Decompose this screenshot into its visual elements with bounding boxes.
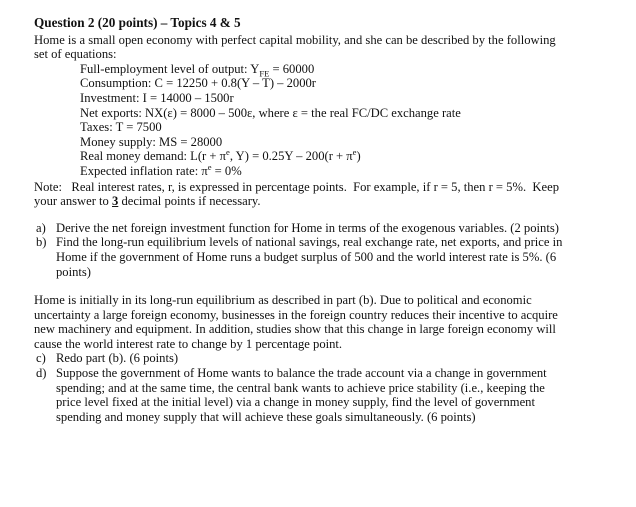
question-item-a bbox=[34, 221, 614, 236]
question-item-b bbox=[34, 235, 614, 279]
equation-consumption: Consumption: C = 12250 + 0.8(Y – T) – 2000r bbox=[80, 76, 316, 91]
equation-output: Full-employment level of output: $Y_{FE} = 60000$ bbox=[80, 61, 315, 79]
equation-money-demand: Real money demand: $L(r + \pi^e$, $Y) = 0.25Y - 200(r + \pi^e)$ bbox=[80, 147, 361, 164]
question-marker: a) bbox=[36, 220, 46, 235]
document bbox=[34, 16, 614, 424]
question-list-2 bbox=[34, 351, 614, 424]
question-item-c bbox=[34, 351, 614, 366]
note-line: your answer to 3 decimal points if necessary. bbox=[34, 194, 261, 209]
question-heading: Question 2 (20 points) – Topics 4 & 5 bbox=[34, 15, 241, 30]
question-marker: d) bbox=[36, 366, 47, 381]
question-text: Find the long-run equilibrium levels of national savings, real exchange rate, net exports, and price in Home if the government of Home runs a budget surplus of 500 and the world interest rate is 5%. (6 points) bbox=[56, 235, 563, 279]
equation-net-exports: Net exports: NX(ε) = 8000 – 500ε, where ε = the real FC/DC exchange rate bbox=[80, 105, 461, 120]
question-text: Derive the net foreign investment function for Home in terms of the exogenous variables. (2 points) bbox=[56, 220, 559, 235]
question-text: Redo part (b). (6 points) bbox=[56, 351, 179, 366]
question-list-1 bbox=[34, 221, 614, 279]
decimal-count: 3 bbox=[112, 194, 119, 209]
question-text: Suppose the government of Home wants to balance the trade account via a change in government spending; and at the same time, the central bank wants to achieve price stability (i.e., keeping the price level fixed at the initial level) via a change in money supply, find the level of government spending and money supply that will achieve these goals simultaneously. (6 points) bbox=[56, 366, 547, 424]
note-paragraph bbox=[34, 180, 614, 209]
equation-expected-inflation: Expected inflation rate: $\pi^e = 0\%$ bbox=[80, 161, 242, 178]
scenario-paragraph: Home is initially in its long-run equilibrium as described in part (b). Due to political and economic uncertainty a large foreign economy, businesses in the foreign country reduces their incentive to acquire new machinery and equipment. In addition, studies show that this change in large foreign economy will cause the world interest rate to change by 1 percentage point. bbox=[34, 293, 558, 351]
intro-line: set of equations: bbox=[34, 47, 117, 62]
equation-investment: Investment: I = 14000 – 1500r bbox=[80, 90, 234, 105]
intro-paragraph bbox=[34, 33, 614, 62]
equation-money-supply: Money supply: MS = 28000 bbox=[80, 134, 223, 149]
note-line: Note: Real interest rates, r, is expressed in percentage points. For example, if r = 5, then r = 5%. Keep bbox=[34, 179, 559, 194]
question-marker: b) bbox=[36, 235, 47, 250]
question-marker: c) bbox=[36, 351, 46, 366]
equation-taxes: Taxes: T = 7500 bbox=[80, 120, 162, 135]
intro-line: Home is a small open economy with perfect capital mobility, and she can be described by the following bbox=[34, 32, 556, 47]
equation-list bbox=[34, 62, 614, 179]
question-item-d bbox=[34, 366, 614, 424]
